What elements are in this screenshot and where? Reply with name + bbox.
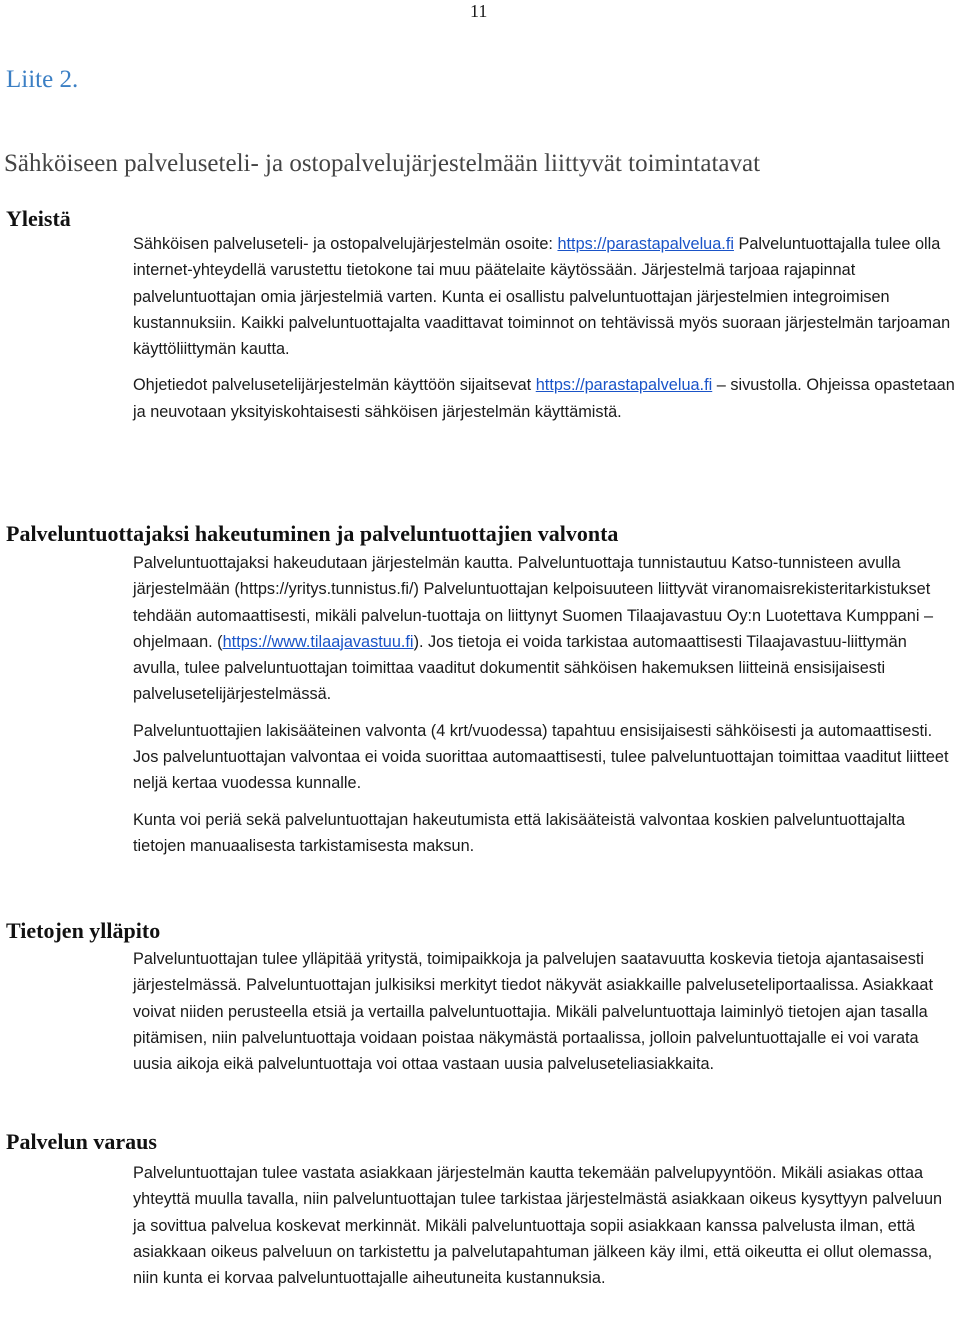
section-body-general xyxy=(133,231,955,425)
application-paragraph-1 xyxy=(133,550,955,708)
section-heading-booking: Palvelun varaus xyxy=(6,1129,157,1154)
page-title: Sähköiseen palveluseteli- ja ostopalvelujärjestelmään liittyvät toimintatavat xyxy=(4,150,761,177)
general-paragraph-2 xyxy=(133,372,955,425)
text-span: Sähköisen palveluseteli- ja ostopalvelujärjestelmän osoite: xyxy=(133,235,558,253)
text-span: ). Jos tietoja ei voida tarkistaa automaattisesti Tilaajavastuu-liittymän avulla, tulee palveluntuottajan toimittaa vaaditut dokumentit sähköisen hakemuksen liitteinä ensisijaisesti palvelusetelijärjestelmässä. xyxy=(133,632,907,704)
maintenance-paragraph-1: Palveluntuottajan tulee ylläpitää yritystä, toimipaikkoja ja palvelujen saatavuutta koskevia tietoja ajantasaisesti järjestelmässä. Palveluntuottajan julkisiksi merkityt tiedot näkyvät asiakkaille palveluseteliportaalissa. Asiakkaat voivat niiden perusteella etsiä ja vertailla palveluntuottajia. Mikäli palveluntuottaja laiminlyö tietojen ajan tasalla pitämisen, niin palveluntuottaja voidaan poistaa näkymästä portaalissa, jolloin palveluntuottajalle ei voi varata uusia aikoja eikä palveluntuottaja voi ottaa vastaan uusia palveluseteliasiakkaita. xyxy=(133,950,933,1074)
booking-paragraph-1: Palveluntuottajan tulee vastata asiakkaan järjestelmän kautta tekemään palvelupyyntöön. Mikäli asiakas ottaa yhteyttä muulla tavalla, niin palveluntuottajan tulee tarkistaa järjestelmästä asiakkaan oikeus kysyttyyn palveluun ja sovittua palvelua koskevat merkinnät. Mikäli palveluntuottaja sopii asiakkaan kanssa palvelusta ilman, että asiakkaan oikeus palveluun on tarkistettu ja palvelutapahtuman jälkeen käy ilmi, että oikeutta ei ollut olemassa, niin kunta ei korvaa palveluntuottajalle aiheutuneita kustannuksia. xyxy=(133,1164,943,1288)
text-span: – sivustolla. Ohjeissa opastetaan ja neuvotaan yksityiskohtaisesti sähköisen järjestelmän käyttämistä. xyxy=(133,376,955,421)
text-span: Ohjetiedot palvelusetelijärjestelmän käyttöön sijaitsevat xyxy=(133,376,536,395)
section-body-application xyxy=(133,550,955,859)
section-body-booking xyxy=(133,1160,955,1291)
section-body-maintenance xyxy=(133,946,955,1077)
text-span: Palveluntuottajaksi hakeudutaan järjestelmän kautta. Palveluntuottaja tunnistautuu Katso-tunnisteen avulla järjestelmään (https://yritys.tunnistus.fi/) Palveluntuottajan kelpoisuuteen liittyvät viranomaisrekisteritarkistukset tehdään automaattisesti, mikäli palvelun-tuottaja on liittynyt Suomen Tilaajavastuu Oy:n Luotettava Kumppani –ohjelmaan. ( xyxy=(133,554,934,651)
text-span: Palveluntuottajalla tulee olla internet-yhteydellä varustettu tietokone tai muu päätelaite käytössään. Järjestelmä tarjoaa rajapinnat palveluntuottajan omia järjestelmiä varten. Kunta ei osallistu palveluntuottajan järjestelmien integroimisen kustannuksiin. Kaikki palveluntuottajalta vaadittavat toiminnot on tehtävissä myös suoraan järjestelmän tarjoaman käyttöliittymän kautta. xyxy=(133,235,951,359)
appendix-label: Liite 2. xyxy=(6,66,79,93)
page-number: 11 xyxy=(470,1,488,21)
section-heading-application: Palveluntuottajaksi hakeutuminen ja palveluntuottajien valvonta xyxy=(6,521,619,546)
application-paragraph-2: Palveluntuottajien lakisääteinen valvonta (4 krt/vuodessa) tapahtuu ensisijaisesti sähköisesti ja automaattisesti. Jos palveluntuottajan valvontaa ei voida suorittaa automaattisesti, tulee palveluntuottajan toimittaa vaaditut liitteet neljä kertaa vuodessa kunnalle. xyxy=(133,721,949,793)
parastapalvelua-link[interactable]: https://parastapalvelua.fi xyxy=(557,235,734,253)
section-heading-maintenance: Tietojen ylläpito xyxy=(6,918,161,943)
general-paragraph-1 xyxy=(133,231,955,362)
parastapalvelua-link-2[interactable]: https://parastapalvelua.fi xyxy=(535,376,713,395)
tilaajavastuu-link[interactable]: https://www.tilaajavastuu.fi xyxy=(222,632,414,651)
section-heading-general: Yleistä xyxy=(6,206,71,231)
application-paragraph-3: Kunta voi periä sekä palveluntuottajan hakeutumista että lakisääteistä valvontaa koskien palveluntuottajalta tietojen manuaalisesta tarkistamisesta maksun. xyxy=(133,810,906,855)
